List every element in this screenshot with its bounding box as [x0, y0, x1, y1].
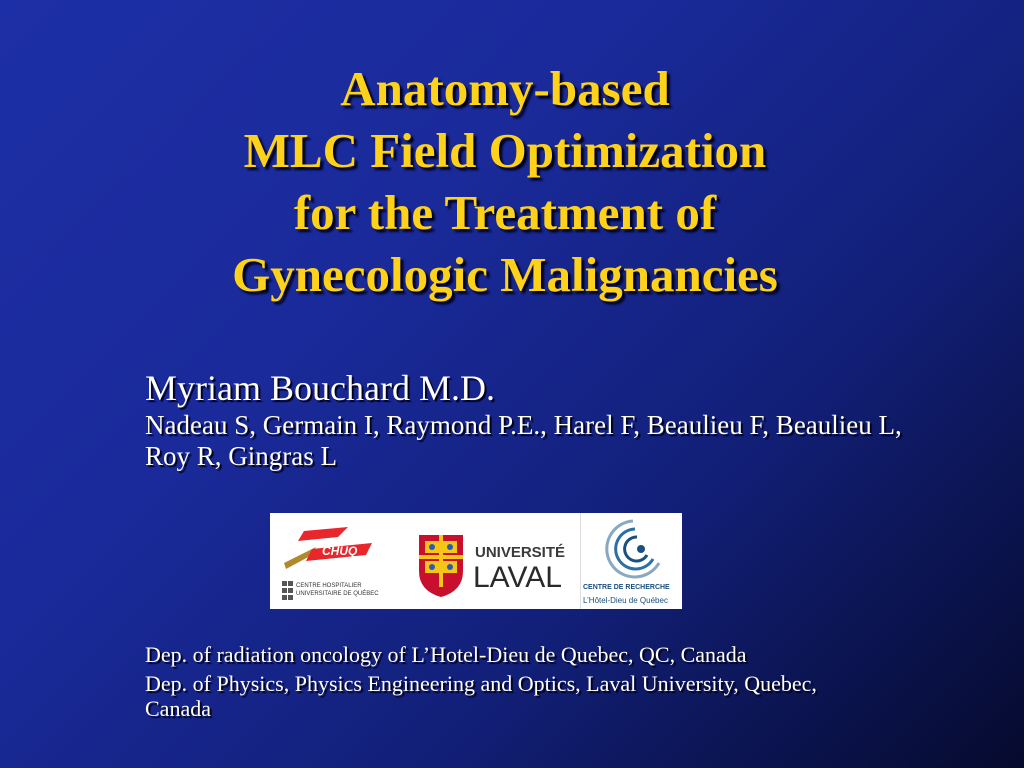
coauthor-list: Nadeau S, Germain I, Raymond P.E., Harel F, Beaulieu F, Beaulieu L, Roy R, Gingras L — [145, 410, 902, 471]
logo-strip — [270, 513, 682, 609]
chuq-wordmark: CHUQ — [322, 544, 358, 558]
chuq-line-1: CENTRE HOSPITALIER — [296, 583, 362, 589]
chuq-logo — [276, 521, 386, 607]
centre-line-1: CENTRE DE RECHERCHE — [583, 584, 670, 591]
title-line-1: Anatomy-based — [340, 61, 670, 116]
affiliation-1: Dep. of radiation oncology of L’Hotel-Dieu de Quebec, QC, Canada — [145, 642, 747, 667]
laval-line-2: LAVAL — [473, 561, 562, 594]
laval-logo — [415, 531, 580, 599]
title-line-4: Gynecologic Malignancies — [232, 247, 778, 302]
centre-de-recherche-logo — [580, 513, 683, 609]
affiliation-2: Dep. of Physics, Physics Engineering and Optics, Laval University, Quebec, Canada — [145, 671, 817, 721]
slide-title — [0, 58, 1010, 306]
affiliations — [145, 642, 885, 725]
chuq-line-2: UNIVERSITAIRE DE QUÉBEC — [296, 591, 379, 597]
presenter-name: Myriam Bouchard M.D. — [145, 368, 495, 408]
title-line-2: MLC Field Optimization — [243, 123, 767, 178]
title-line-3: for the Treatment of — [293, 185, 717, 240]
laval-line-1: UNIVERSITÉ — [475, 544, 566, 561]
centre-line-2: L’Hôtel-Dieu de Québec — [583, 596, 668, 605]
author-block — [145, 366, 925, 472]
